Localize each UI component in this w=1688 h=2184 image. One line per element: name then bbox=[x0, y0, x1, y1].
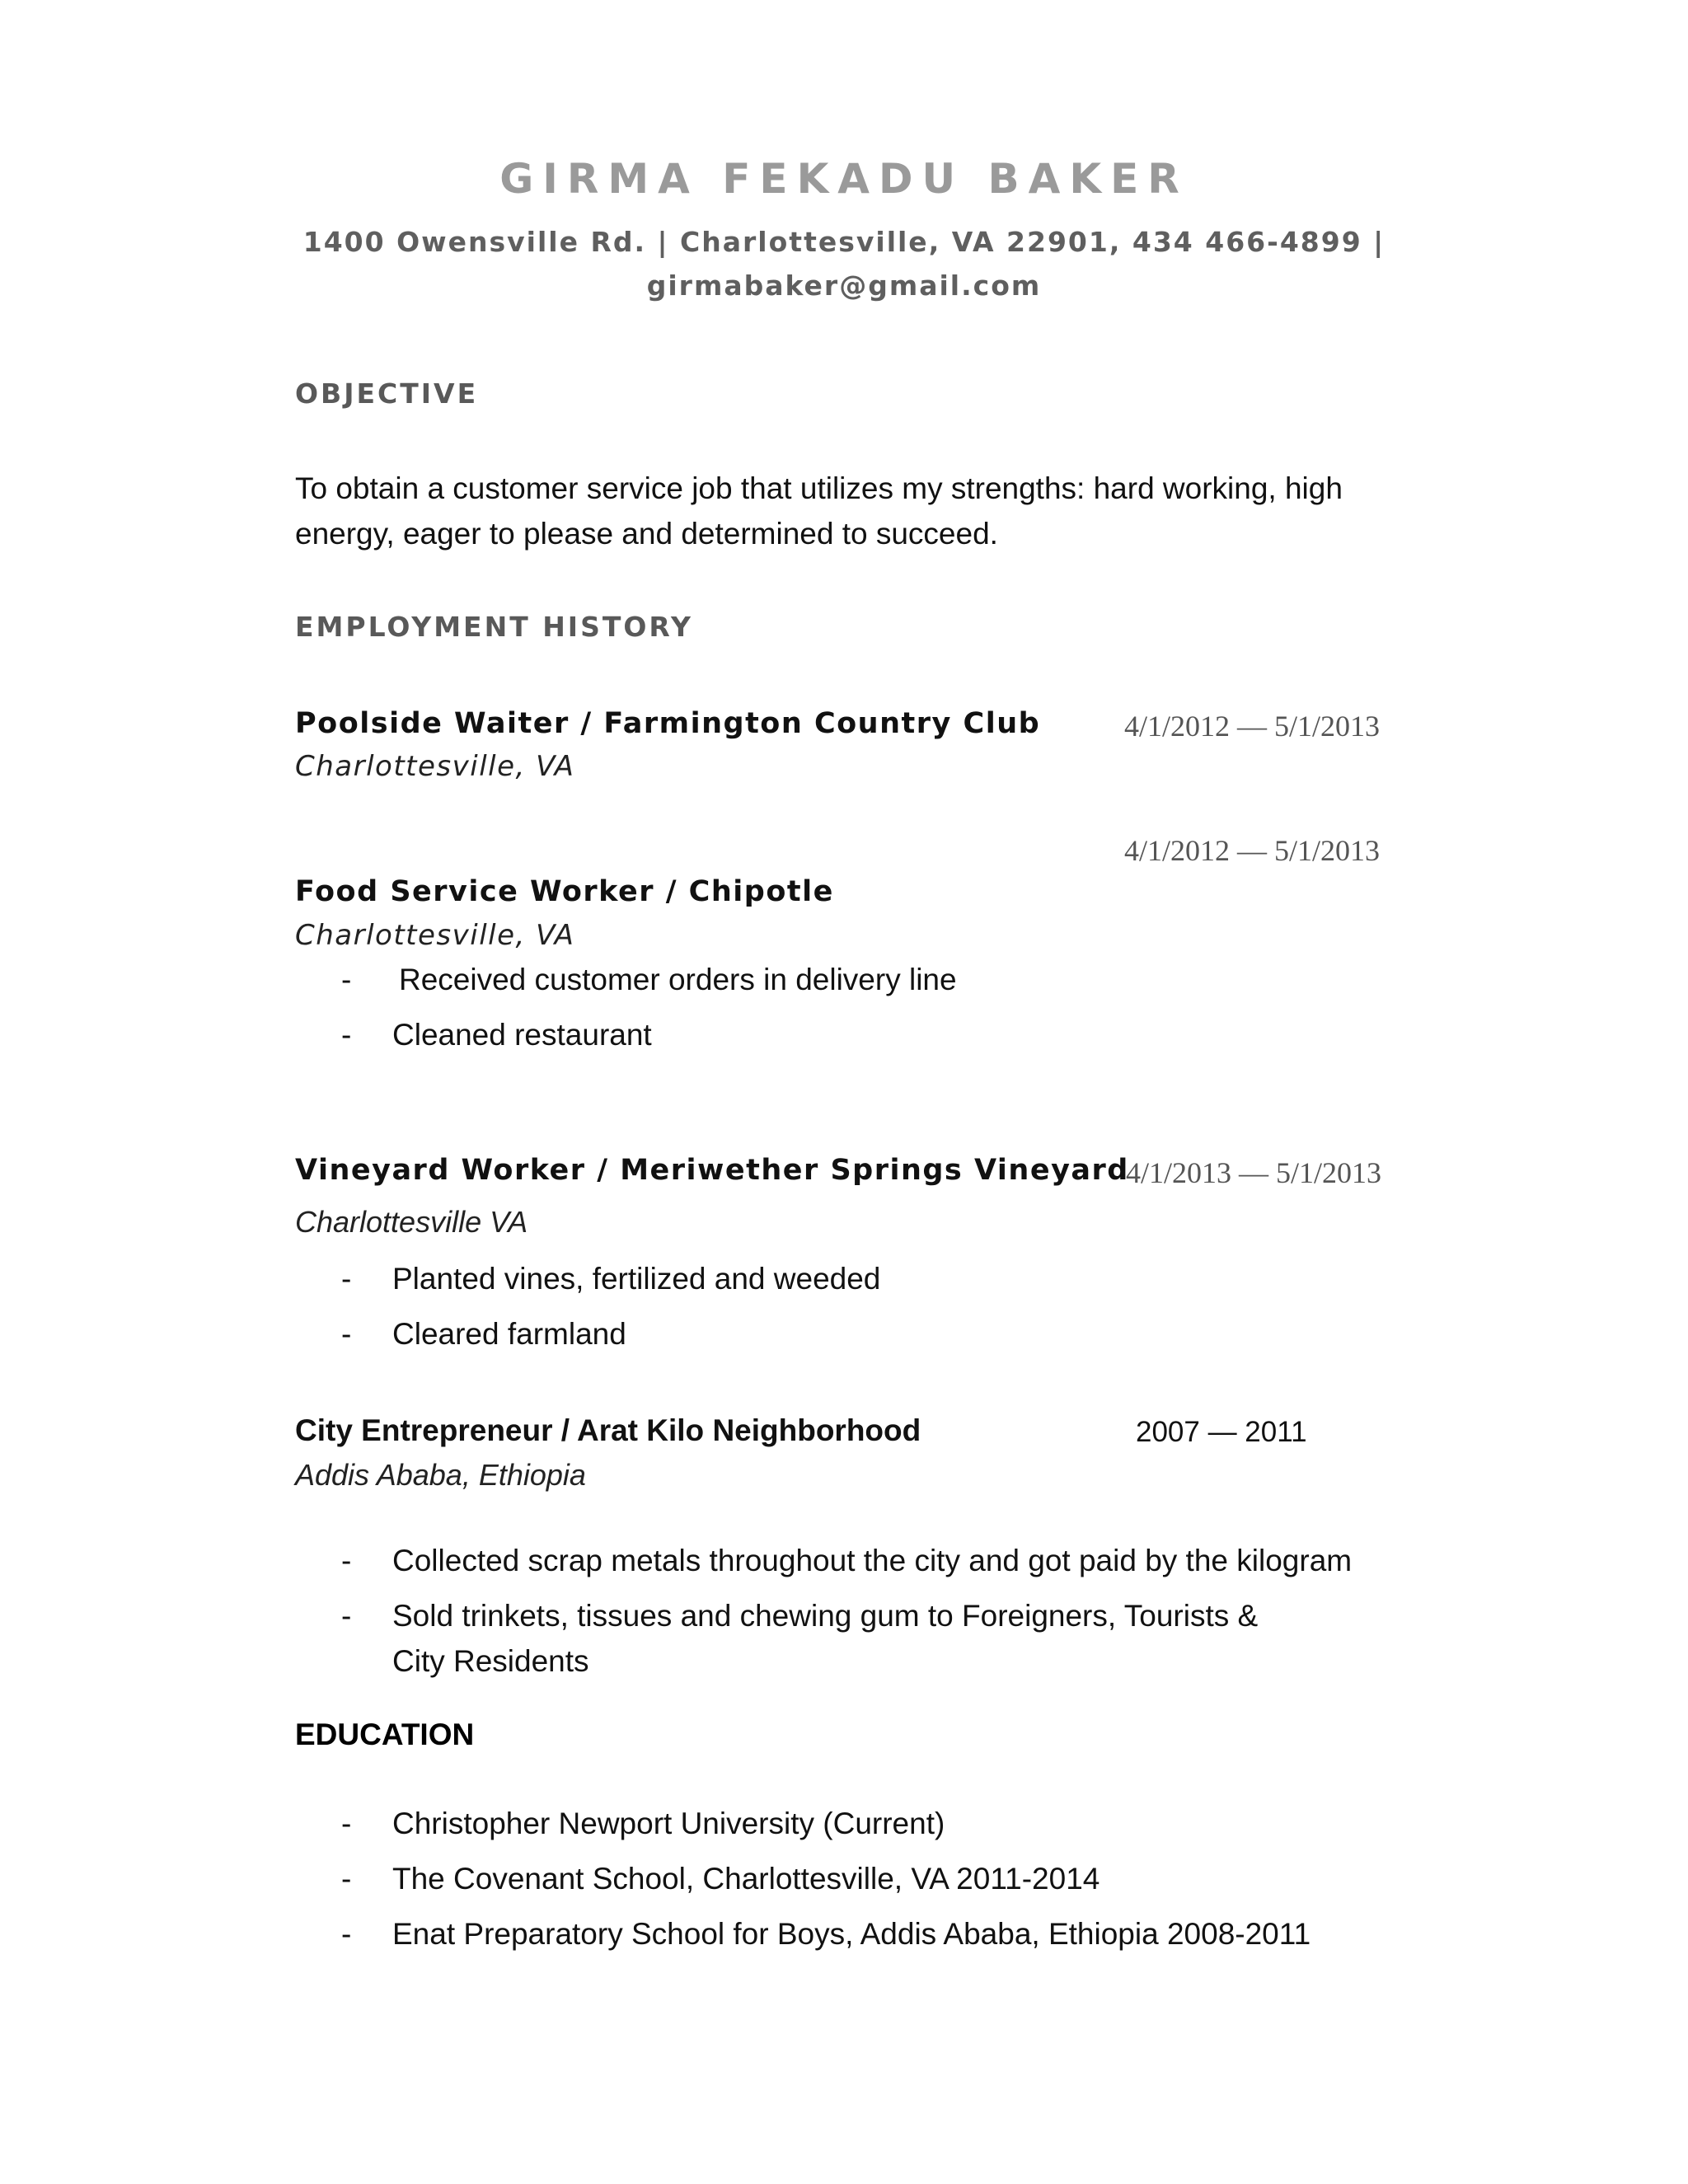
bullet-marker: - bbox=[341, 1599, 352, 1633]
list-item-text: Sold trinkets, tissues and chewing gum to Foreigners, Tourists & City Residents bbox=[392, 1599, 1259, 1678]
list-item-text: Enat Preparatory School for Boys, Addis Ababa, Ethiopia 2008-2011 bbox=[392, 1917, 1311, 1951]
bullet-marker: - bbox=[341, 1544, 352, 1577]
job-dates: 4/1/2012 — 5/1/2013 bbox=[1124, 710, 1381, 743]
list-item-text: Cleared farmland bbox=[392, 1317, 626, 1351]
education-heading: EDUCATION bbox=[295, 1718, 475, 1751]
employment-heading: EMPLOYMENT HISTORY bbox=[295, 611, 693, 643]
contact-address-phone: 1400 Owensville Rd. | Charlottesville, VA 22901, 434 466-4899 | bbox=[302, 226, 1386, 258]
job-title: Food Service Worker / Chipotle bbox=[295, 875, 834, 908]
list-item-text: Cleaned restaurant bbox=[392, 1018, 652, 1052]
bullet-marker: - bbox=[341, 1862, 352, 1896]
bullet-marker: - bbox=[341, 1807, 352, 1840]
job-location: Charlottesville, VA bbox=[295, 919, 575, 952]
job-dates: 2007 — 2011 bbox=[1136, 1416, 1307, 1448]
job-location: Addis Ababa, Ethiopia bbox=[295, 1458, 586, 1492]
list-item-text: Planted vines, fertilized and weeded bbox=[392, 1262, 881, 1296]
list-item-text: Collected scrap metals throughout the city and got paid by the kilogram bbox=[392, 1544, 1353, 1577]
bullet-marker: - bbox=[341, 963, 352, 996]
bullet-marker: - bbox=[341, 1317, 352, 1351]
objective-text: To obtain a customer service job that utilizes my strengths: hard working, high energy, eager to please and determined to succeed. bbox=[295, 471, 1343, 551]
job-title: Vineyard Worker / Meriwether Springs Vineyard bbox=[295, 1154, 1129, 1187]
resume-name: GIRMA FEKADU BAKER bbox=[499, 155, 1189, 203]
bullet-marker: - bbox=[341, 1262, 352, 1296]
job-dates: 4/1/2012 — 5/1/2013 bbox=[1124, 834, 1381, 867]
job-dates: 4/1/2013 — 5/1/2013 bbox=[1126, 1156, 1382, 1189]
bullet-marker: - bbox=[341, 1917, 352, 1951]
bullet-marker: - bbox=[341, 1018, 352, 1052]
job-location: Charlottesville VA bbox=[295, 1205, 528, 1239]
list-item-text: The Covenant School, Charlottesville, VA 2011-2014 bbox=[392, 1862, 1100, 1896]
contact-email: girmabaker@gmail.com bbox=[646, 269, 1042, 302]
objective-heading: OBJECTIVE bbox=[295, 377, 479, 410]
list-item-text: Received customer orders in delivery line bbox=[399, 963, 957, 996]
job-title: Poolside Waiter / Farmington Country Club bbox=[295, 707, 1041, 740]
job-title: City Entrepreneur / Arat Kilo Neighborhood bbox=[295, 1413, 921, 1447]
list-item-text: Christopher Newport University (Current) bbox=[392, 1807, 945, 1840]
job-location: Charlottesville, VA bbox=[295, 750, 575, 783]
